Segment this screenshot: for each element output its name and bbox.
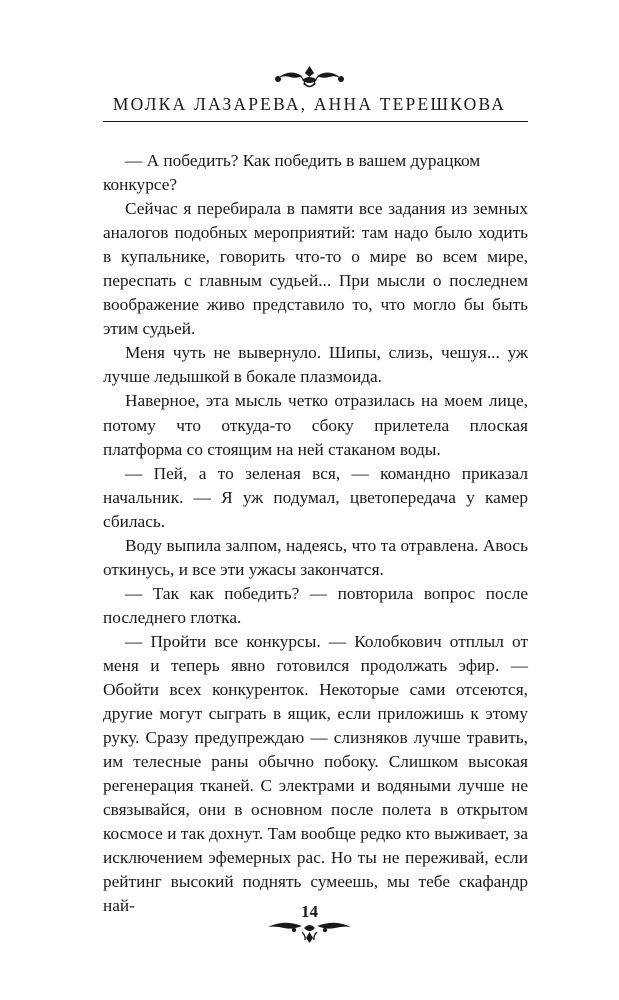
header-ornament-icon [0, 64, 619, 90]
running-header: МОЛКА ЛАЗАРЕВА, АННА ТЕРЕШКОВА [112, 94, 507, 114]
footer-ornament-icon [0, 918, 619, 944]
paragraph: — Пройти все конкурсы. — Колобкович отплыл от меня и теперь явно готовился продолжать эфир. — Обойти всех конкуренток. Некоторые сами отсеются, другие могут сыграть в ящик, если приложишь к этому руку. Сразу предупреждаю — слизняков лучше травить, им телесные раны обычно побоку. Слишком высокая регенерация тканей. С электрами и водяными лучше не связывайся, они в основном после полета в открытом космосе и так дохнут. Там вообще редко кто выживает, за исключением эфемерных рас. Но ты не переживай, если рейтинг высокий поднять сумеешь, мы тебе скафандр най- [103, 631, 528, 916]
paragraph: — А победить? Как победить в вашем дурацком конкурсе? [103, 151, 481, 195]
paragraph: Меня чуть не вывернуло. Шипы, слизь, чешуя... уж лучше ледышкой в бокале плазмоида. [103, 343, 528, 387]
paragraph: Наверное, эта мысль четко отразилась на моем лице, потому что откуда-то сбоку прилетела плоская платформа со стоящим на ней стаканом воды. [103, 391, 528, 459]
body-text [103, 149, 528, 919]
paragraph: Сейчас я перебирала в памяти все задания из земных аналогов подобных мероприятий: там надо было ходить в купальнике, говорить что-то о мире во всем мире, переспать с главным судьей... При мысли о последнем воображение живо представило то, что могло бы быть этим судьей. [103, 199, 528, 339]
page-number: 14 [301, 902, 318, 921]
paragraph: Воду выпила залпом, надеясь, что та отравлена. Авось откинусь, и все эти ужасы закончатся. [103, 535, 528, 579]
paragraph: — Так как победить? — повторила вопрос после последнего глотка. [103, 583, 528, 627]
paragraph: — Пей, а то зеленая вся, — командно приказал начальник. — Я уж подумал, цветопередача у камер сбилась. [103, 463, 528, 531]
header-rule [103, 121, 528, 122]
